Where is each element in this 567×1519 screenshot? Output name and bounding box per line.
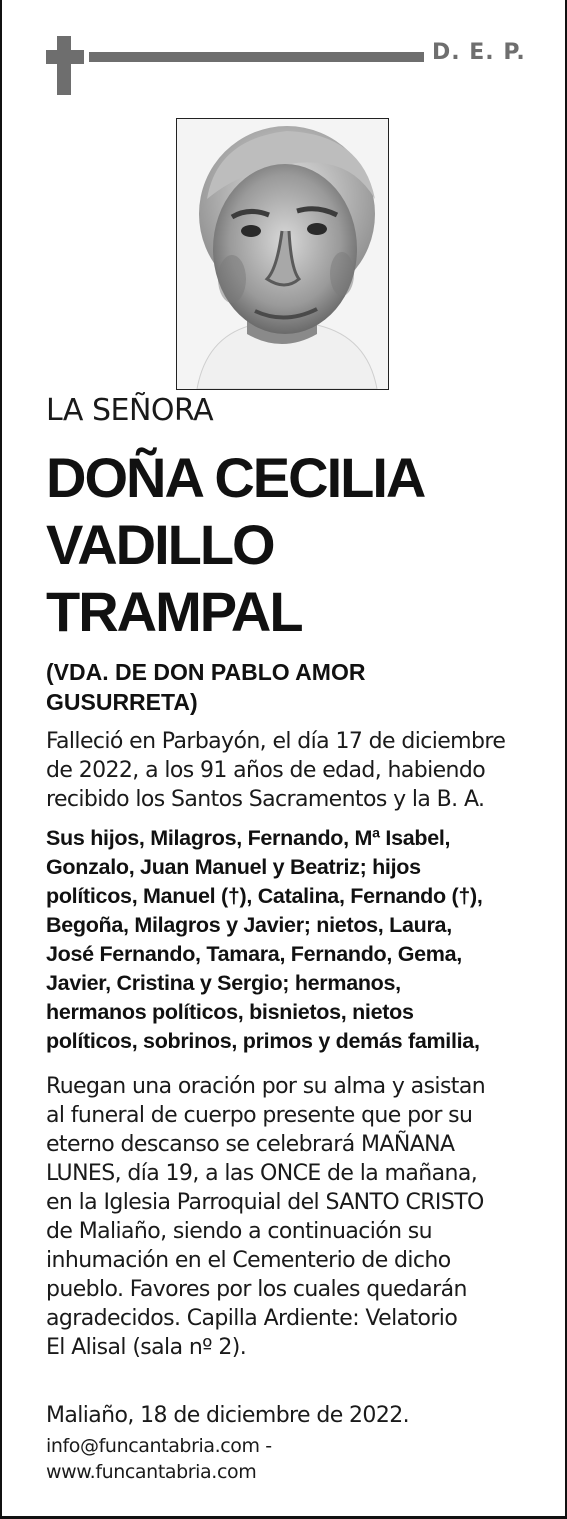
family-line: políticos, Manuel (†), Catalina, Fernando (†), bbox=[46, 884, 483, 908]
service-line: en la Iglesia Parroquial del SANTO CRISTO bbox=[46, 1190, 484, 1215]
honorific-title: LA SEÑORA bbox=[46, 393, 214, 428]
family-line: Begoña, Milagros y Javier; nietos, Laura, bbox=[46, 913, 452, 937]
death-line: Falleció en Parbayón, el día 17 de diciembre bbox=[46, 729, 506, 754]
widow-line: GUSURRETA) bbox=[46, 689, 198, 715]
service-line: El Alisal (sala nº 2). bbox=[46, 1335, 247, 1360]
name-line: TRAMPAL bbox=[46, 580, 302, 643]
service-line: LUNES, día 19, a las ONCE de la mañana, bbox=[46, 1161, 478, 1186]
family-list bbox=[46, 824, 556, 1056]
portrait-photo bbox=[176, 118, 389, 390]
death-notice bbox=[46, 727, 556, 814]
death-line: recibido los Santos Sacramentos y la B. A. bbox=[46, 787, 485, 812]
service-line: al funeral de cuerpo presente que por su bbox=[46, 1103, 473, 1128]
service-line: inhumación en el Cementerio de dicho bbox=[46, 1248, 451, 1273]
service-line: pueblo. Favores por los cuales quedarán bbox=[46, 1277, 467, 1302]
portrait-photo-icon bbox=[177, 119, 388, 389]
family-line: hermanos políticos, bisnietos, nietos bbox=[46, 1000, 414, 1024]
deceased-name bbox=[46, 444, 556, 645]
widow-of-note bbox=[46, 657, 546, 717]
cross-icon bbox=[57, 36, 71, 95]
family-line: Javier, Cristina y Sergio; hermanos, bbox=[46, 971, 401, 995]
contact-info bbox=[46, 1433, 546, 1485]
family-line: José Fernando, Tamara, Fernando, Gema, bbox=[46, 942, 462, 966]
place-date: Maliaño, 18 de diciembre de 2022. bbox=[46, 1403, 410, 1428]
header-rule bbox=[89, 52, 424, 62]
service-line: Ruegan una oración por su alma y asistan bbox=[46, 1074, 486, 1099]
dep-label: D. E. P. bbox=[432, 40, 526, 65]
cross-icon-arm bbox=[46, 50, 84, 64]
death-line: de 2022, a los 91 años de edad, habiendo bbox=[46, 758, 486, 783]
service-line: de Maliaño, siendo a continuación su bbox=[46, 1219, 433, 1244]
service-line: agradecidos. Capilla Ardiente: Velatorio bbox=[46, 1306, 458, 1331]
name-line: DOÑA CECILIA bbox=[46, 446, 425, 509]
family-line: Sus hijos, Milagros, Fernando, Mª Isabel, bbox=[46, 826, 451, 850]
website-link[interactable]: www.funcantabria.com bbox=[46, 1461, 257, 1483]
family-line: Gonzalo, Juan Manuel y Beatriz; hijos bbox=[46, 855, 421, 879]
name-line: VADILLO bbox=[46, 513, 274, 576]
email-link[interactable]: info@funcantabria.com - bbox=[46, 1435, 272, 1457]
funeral-service-details bbox=[46, 1072, 556, 1362]
family-line: políticos, sobrinos, primos y demás familia, bbox=[46, 1029, 480, 1053]
widow-line: (VDA. DE DON PABLO AMOR bbox=[46, 659, 366, 685]
service-line: eterno descanso se celebrará MAÑANA bbox=[46, 1132, 455, 1157]
